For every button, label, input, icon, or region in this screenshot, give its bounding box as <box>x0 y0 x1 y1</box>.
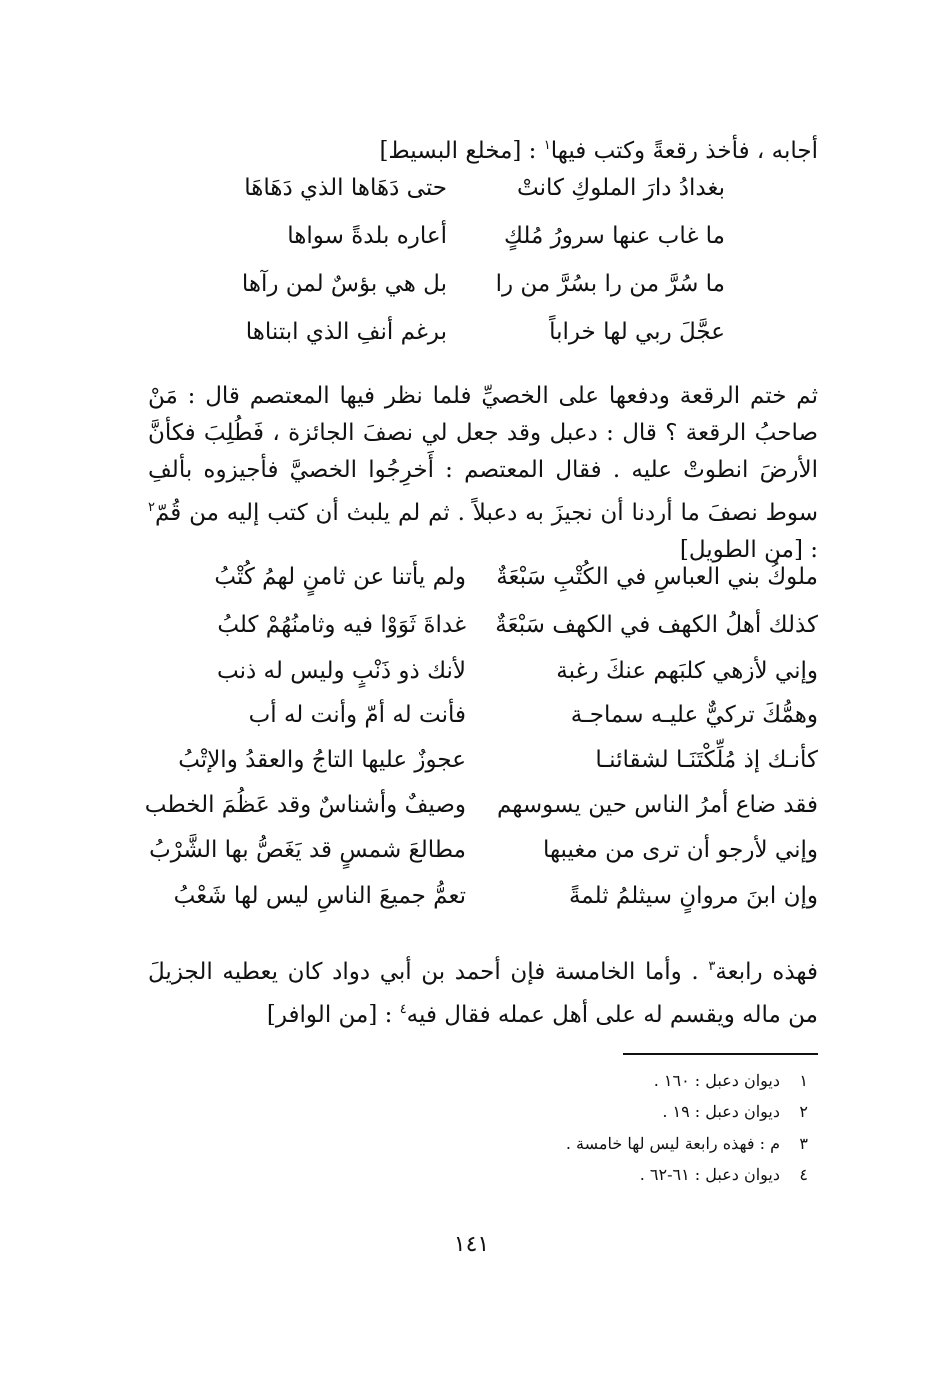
hemistich-second: وصيفٌ وأشناسٌ وقد عَظُمَ الخطب <box>144 792 466 818</box>
footnote-text: ديوان دعبل : ٦١-٦٢ . <box>639 1165 780 1184</box>
hemistich-second: مطالعَ شمسٍ قد يَغَصُّ بها الشَّرْبُ <box>149 837 466 863</box>
hemistich-second: أعاره بلدةً سواها <box>287 223 447 249</box>
paragraph-text: ثم ختم الرقعة ودفعها على الخصيِّ فلما نظر فيها المعتصم قال : مَنْ صاحبُ الرقعة ؟ قال : دعبل وقد جعل لي نصفَ الجائزة ، فَطُلِبَ فكأنَّ الأرضَ انطوتْ عليه . فقال المعتصم : أَخرِجُوا الخصيَّ فأجيزوه بألفِ سوط نصفَ ما أردنا أن نجيزَ به دعبلاً . ثم لم يلبث أن كتب إليه من قُمّ <box>148 383 818 526</box>
footnote-number: ١ <box>799 1071 808 1090</box>
hemistich-first: ما غاب عنها سرورُ مُلكٍ <box>503 223 725 249</box>
meter-label: : [من الطويل] <box>679 537 818 563</box>
footnote-text: م : فهذه رابعة ليس لها خامسة . <box>565 1134 780 1153</box>
hemistich-second: فأنت له أمّ وأنت له أب <box>248 702 466 728</box>
hemistich-second: تعمُّ جميعَ الناسِ ليس لها شَعْبُ <box>173 883 466 909</box>
hemistich-second: لأنك ذو ذَنْبٍ وليس له ذنب <box>217 658 466 684</box>
footnote-number: ٢ <box>799 1102 808 1121</box>
hemistich-second: حتى دَهَاها الذي دَهَاهَا <box>244 175 447 201</box>
footnote-ref: ٤ <box>399 1002 407 1017</box>
hemistich-second: ولم يأتنا عن ثامنٍ لهمُ كُتْبُ <box>214 564 466 590</box>
hemistich-first: كذلك أهلُ الكهف في الكهف سَبْعَةٌ <box>495 612 818 638</box>
intro-line <box>379 126 818 171</box>
page-number: ١٤١ <box>453 1232 490 1257</box>
hemistich-first: وإن ابنَ مروانٍ سيثلمُ ثلمةً <box>568 883 818 909</box>
hemistich-first: عجَّلَ ربي لها خراباً <box>549 319 725 345</box>
hemistich-first: بغدادُ دارَ الملوكِ كانتْ <box>517 175 725 201</box>
hemistich-first: وإني لأزهي كلبَهم عنكَ رغبة <box>556 658 818 684</box>
hemistich-first: ملوكُ بني العباسِ في الكُتْبِ سَبْعَةٌ <box>496 564 818 590</box>
footnote <box>662 1097 808 1127</box>
footnote-divider <box>623 1053 818 1055</box>
footnote-text: ديوان دعبل : ١٦٠ . <box>653 1071 780 1090</box>
intro-text: أجابه ، فأخذ رقعةً وكتب فيها <box>550 138 818 164</box>
paragraph-2 <box>148 378 818 569</box>
hemistich-first: وهمُّكَ تركيٌّ عليـه سماجـة <box>570 702 818 728</box>
hemistich-second: غداةَ ثَوَوْا فيه وثامنُهُمْ كلبُ <box>217 612 466 638</box>
paragraph-text: . وأما الخامسة فإن أحمد بن أبي دواد كان يعطيه الجزيلَ من ماله ويقسم له على أهل عمله فقال فيه <box>148 959 818 1028</box>
footnote-number: ٣ <box>799 1134 808 1153</box>
footnote-ref: ١ <box>543 138 551 153</box>
hemistich-first: فقد ضاع أمرُ الناس حين يسوسهم <box>497 792 818 818</box>
footnote <box>566 1129 808 1159</box>
hemistich-second: بل هي بؤسٌ لمن رآها <box>241 271 447 297</box>
meter-label: : [مخلع البسيط] <box>379 138 544 164</box>
footnote-ref: ٢ <box>148 500 155 515</box>
hemistich-first: كأنـك إذ مُلِّكْتَنَـا لشقائنـا <box>595 747 818 773</box>
hemistich-second: عجوزٌ عليها التاجُ والعقدُ والإتْبُ <box>178 747 466 773</box>
hemistich-first: وإني لأرجو أن ترى من مغيبها <box>542 837 818 863</box>
footnote-ref: ٣ <box>708 959 716 974</box>
hemistich-second: برغم أنفِ الذي ابتناها <box>245 319 447 345</box>
footnote-text: ديوان دعبل : ١٩ . <box>662 1102 780 1121</box>
paragraph-text: فهذه رابعة <box>715 959 818 985</box>
footnote <box>654 1066 808 1096</box>
footnote <box>640 1160 808 1190</box>
hemistich-first: ما سُرَّ من را بسُرَّ من را <box>495 271 725 297</box>
footnote-number: ٤ <box>799 1165 808 1184</box>
meter-label: : [من الوافر] <box>266 1002 400 1028</box>
paragraph-3 <box>148 948 818 1034</box>
